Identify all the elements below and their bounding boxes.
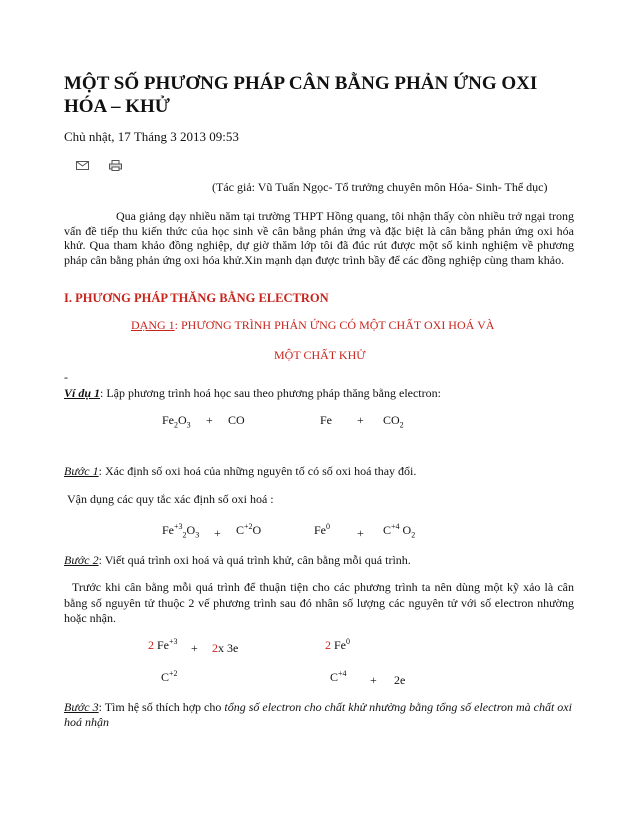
example-text: : Lập phương trình hoá học sau theo phương pháp thăng bằng electron: <box>100 386 441 400</box>
intro-text: Qua giảng dạy nhiều năm tại trường THPT Hồng quang, tôi nhận thấy còn nhiều trở ngại trong vấn đề tiếp thu kiến thức của học sinh về cân bằng phản ứng và đặc biệt là cân bằng phản ứng oxi hóa khử. Qua tham khảo đồng nghiệp, dự giờ thăm lớp tôi đã đúc rút được một số kinh nghiệm về phương pháp cân bằng phản ứng oxi hóa khử.Xin mạnh dạn được trình bầy để các đồng nghiệp cùng tham khảo. <box>64 209 574 267</box>
dang1-label: DẠNG 1 <box>131 318 175 332</box>
post-date: Chủ nhật, 17 Tháng 3 2013 09:53 <box>64 129 239 144</box>
eq2-fe0: Fe$^0$ <box>314 522 330 537</box>
eq2-co: $C^{+2}O$ <box>236 522 262 537</box>
step1-line <box>64 464 416 479</box>
page-title: MỘT SỐ PHƯƠNG PHÁP CÂN BẰNG PHẢN ỨNG OXI HÓA – KHỬ <box>64 73 538 117</box>
step3-label: Bước 3 <box>64 700 99 714</box>
note-text: Trước khi cân bằng mỗi quá trình để thuận tiện cho các phương trình ta nên dùng một kỹ xảo là cân bằng số nguyên tử thuộc 2 vế phương trình sau đó nhân số lượng các nguyên tử với số electron nhường hoặc nhận. <box>64 580 574 625</box>
eq3-plus: + <box>191 641 198 655</box>
eq1-product-co2: $CO_2$ <box>383 413 404 430</box>
author-line: (Tác giả: Vũ Tuấn Ngọc- Tổ trưởng chuyên môn Hóa- Sinh- Thể dục) <box>212 180 548 194</box>
example-line <box>64 386 441 401</box>
eq4-plus: + <box>370 673 377 687</box>
eq2-fe2o3: $Fe^{+3}_2O_3$ <box>162 522 200 540</box>
email-icon[interactable] <box>76 158 89 169</box>
step2-label: Bước 2 <box>64 553 99 567</box>
eq2-plus2: + <box>357 526 364 540</box>
eq1-reactant-co: CO <box>228 413 245 427</box>
eq4-left: $C^{+2}$ <box>161 669 178 684</box>
rule-line: Vận dụng các quy tắc xác định số oxi hoá : <box>67 492 274 506</box>
eq1-reactant-fe2o3: $Fe_2O_3$ <box>162 413 191 430</box>
intro-paragraph <box>64 209 574 267</box>
step2-line <box>64 553 411 568</box>
eq3-left: 2 $Fe^{+3}$ <box>148 637 178 652</box>
action-icons <box>76 158 138 176</box>
eq4-right: $C^{+4}$ <box>330 669 347 684</box>
step2-text: : Viết quá trình oxi hoá và quá trình khử, cân bằng mỗi quá trình. <box>98 553 411 567</box>
eq4-electrons: 2e <box>394 673 406 687</box>
example-label: Ví dụ 1 <box>64 386 101 400</box>
eq2-co2: $C^{+4}$ $O_2$ <box>383 522 416 540</box>
eq3-right: 2 Fe$^0$ <box>325 637 350 652</box>
note-paragraph <box>64 580 574 627</box>
dang1-text: : PHƯƠNG TRÌNH PHẢN ỨNG CÓ MỘT CHẤT OXI HOÁ VÀ <box>174 318 495 332</box>
dash-mark: - <box>64 370 68 384</box>
step1-text: : Xác định số oxi hoá của những nguyên tố có số oxi hoá thay đổi. <box>98 464 417 478</box>
eq1-plus: + <box>206 413 213 427</box>
step1-label: Bước 1 <box>64 464 99 478</box>
step3-italic: tổng số electron cho chất khử nhường bằng tổng số electron mà chất oxi hoá nhận <box>64 700 572 729</box>
eq1-plus2: + <box>357 413 364 427</box>
eq3-electrons: 2x 3e <box>212 641 239 655</box>
section-heading: I. PHƯƠNG PHÁP THĂNG BẰNG ELECTRON <box>64 291 329 305</box>
eq1-product-fe: Fe <box>320 413 332 427</box>
step3-paragraph <box>64 700 574 730</box>
dang1-heading <box>131 318 494 333</box>
print-icon[interactable] <box>109 158 122 169</box>
eq2-plus: + <box>214 526 221 540</box>
dang1-heading-cont: MỘT CHẤT KHỬ <box>274 348 366 362</box>
step3-text: : Tìm hệ số thích hợp cho <box>98 700 225 714</box>
